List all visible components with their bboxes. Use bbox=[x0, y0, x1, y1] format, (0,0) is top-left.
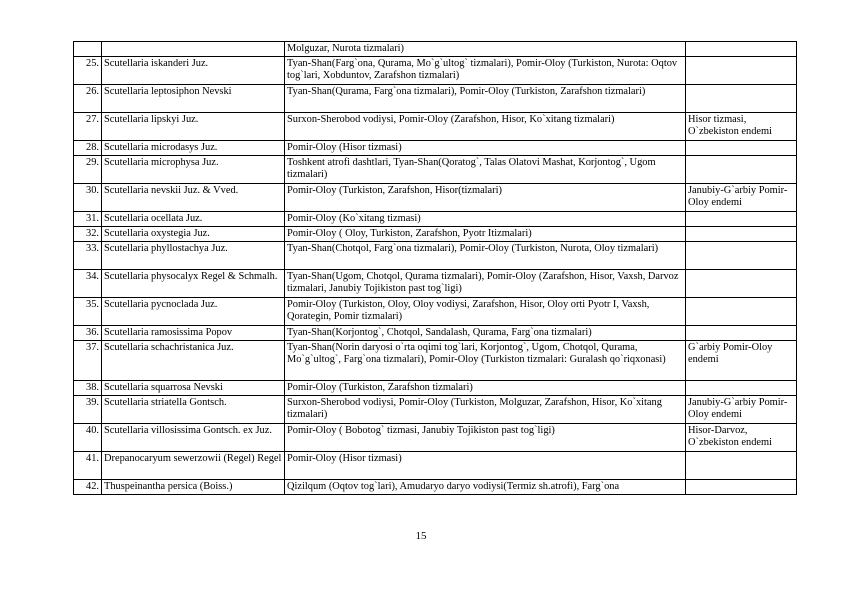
table-row bbox=[74, 341, 797, 381]
distribution-cell: Tyan-Shan(Farg`ona, Qurama, Mo`g`ultog` tizmalari), Pomir-Oloy (Turkiston, Nurota: Oqtov tog`lari, Xobduntov, Zarafshon tizmalari) bbox=[285, 57, 686, 85]
page-number: 15 bbox=[415, 530, 427, 542]
distribution-cell: Tyan-Shan(Chotqol, Farg`ona tizmalari), Pomir-Oloy (Turkiston, Nurota, Oloy tizmalari) bbox=[285, 242, 686, 270]
row-number-cell: 42. bbox=[74, 480, 102, 495]
distribution-cell: Tyan-Shan(Qurama, Farg`ona tizmalari), Pomir-Oloy (Turkiston, Zarafshon tizmalari) bbox=[285, 85, 686, 113]
row-number-cell: 39. bbox=[74, 396, 102, 424]
row-number-cell: 34. bbox=[74, 270, 102, 298]
distribution-cell: Surxon-Sherobod vodiysi, Pomir-Oloy (Turkiston, Molguzar, Zarafshon, Hisor, Ko`xitang tizmalari) bbox=[285, 396, 686, 424]
table-row bbox=[74, 113, 797, 141]
species-name-cell: Scutellaria nevskii Juz. & Vved. bbox=[102, 184, 285, 212]
distribution-cell: Pomir-Oloy (Hisor tizmasi) bbox=[285, 452, 686, 480]
row-number-cell: 41. bbox=[74, 452, 102, 480]
distribution-cell: Tyan-Shan(Norin daryosi o`rta oqimi tog`lari, Korjontog`, Ugom, Chotqol, Qurama, Mo`g`ultog`, Farg`ona tizmalari), Pomir-Oloy (Turkiston tizmalari: Guralash qo`riqxonasi) bbox=[285, 341, 686, 381]
distribution-cell: Pomir-Oloy (Turkiston, Oloy, Oloy vodiysi, Zarafshon, Hisor, Oloy orti Pyotr I, Vaxsh, Qorategin, Pomir tizmalari) bbox=[285, 298, 686, 326]
table-row bbox=[74, 42, 797, 57]
species-name-cell: Scutellaria lipskyi Juz. bbox=[102, 113, 285, 141]
endemic-note-cell bbox=[686, 298, 797, 326]
distribution-cell: Tyan-Shan(Korjontog`, Chotqol, Sandalash, Qurama, Farg`ona tizmalari) bbox=[285, 326, 686, 341]
species-name-cell: Scutellaria squarrosa Nevski bbox=[102, 381, 285, 396]
row-number-cell: 37. bbox=[74, 341, 102, 381]
species-name-cell: Scutellaria microphysa Juz. bbox=[102, 156, 285, 184]
endemic-note-cell bbox=[686, 326, 797, 341]
row-number-cell: 38. bbox=[74, 381, 102, 396]
species-name-cell: Thuspeinantha persica (Boiss.) bbox=[102, 480, 285, 495]
endemic-note-cell bbox=[686, 480, 797, 495]
table-row bbox=[74, 381, 797, 396]
endemic-note-cell bbox=[686, 452, 797, 480]
row-number-cell: 40. bbox=[74, 424, 102, 452]
table-row bbox=[74, 156, 797, 184]
row-number-cell: 30. bbox=[74, 184, 102, 212]
species-name-cell: Scutellaria striatella Gontsch. bbox=[102, 396, 285, 424]
species-name-cell: Scutellaria microdasys Juz. bbox=[102, 141, 285, 156]
distribution-cell: Pomir-Oloy (Turkiston, Zarafshon, Hisor(tizmalari) bbox=[285, 184, 686, 212]
row-number-cell: 33. bbox=[74, 242, 102, 270]
endemic-note-cell bbox=[686, 85, 797, 113]
table-row bbox=[74, 424, 797, 452]
table-row bbox=[74, 396, 797, 424]
endemic-note-cell: Hisor-Darvoz, O`zbekiston endemi bbox=[686, 424, 797, 452]
row-number-cell: 25. bbox=[74, 57, 102, 85]
species-distribution-table bbox=[73, 41, 797, 495]
table-row bbox=[74, 184, 797, 212]
distribution-cell: Surxon-Sherobod vodiysi, Pomir-Oloy (Zarafshon, Hisor, Ko`xitang tizmalari) bbox=[285, 113, 686, 141]
species-name-cell: Scutellaria oxystegia Juz. bbox=[102, 227, 285, 242]
table-row bbox=[74, 242, 797, 270]
row-number-cell bbox=[74, 42, 102, 57]
table-row bbox=[74, 85, 797, 113]
endemic-note-cell bbox=[686, 381, 797, 396]
endemic-note-cell bbox=[686, 42, 797, 57]
endemic-note-cell bbox=[686, 270, 797, 298]
distribution-cell: Pomir-Oloy ( Bobotog` tizmasi, Janubiy Tojikiston past tog`ligi) bbox=[285, 424, 686, 452]
row-number-cell: 27. bbox=[74, 113, 102, 141]
distribution-cell: Pomir-Oloy ( Oloy, Turkiston, Zarafshon, Pyotr Itizmalari) bbox=[285, 227, 686, 242]
endemic-note-cell: Hisor tizmasi, O`zbekiston endemi bbox=[686, 113, 797, 141]
species-name-cell: Scutellaria ramosissima Popov bbox=[102, 326, 285, 341]
distribution-cell: Tyan-Shan(Ugom, Chotqol, Qurama tizmalari), Pomir-Oloy (Zarafshon, Hisor, Vaxsh, Darvoz tizmalari, Janubiy Tojikiston past tog`ligi) bbox=[285, 270, 686, 298]
table-row bbox=[74, 480, 797, 495]
row-number-cell: 26. bbox=[74, 85, 102, 113]
distribution-cell: Pomir-Oloy (Hisor tizmasi) bbox=[285, 141, 686, 156]
table-row bbox=[74, 212, 797, 227]
species-name-cell: Scutellaria phyllostachya Juz. bbox=[102, 242, 285, 270]
table-row bbox=[74, 326, 797, 341]
table-row bbox=[74, 298, 797, 326]
table-row bbox=[74, 227, 797, 242]
distribution-cell: Pomir-Oloy (Turkiston, Zarafshon tizmalari) bbox=[285, 381, 686, 396]
table-row bbox=[74, 452, 797, 480]
distribution-cell: Qizilqum (Oqtov tog`lari), Amudaryo daryo vodiysi(Termiz sh.atrofi), Farg`ona bbox=[285, 480, 686, 495]
row-number-cell: 31. bbox=[74, 212, 102, 227]
table-row bbox=[74, 57, 797, 85]
row-number-cell: 35. bbox=[74, 298, 102, 326]
endemic-note-cell bbox=[686, 242, 797, 270]
species-name-cell: Drepanocaryum sewerzowii (Regel) Regel bbox=[102, 452, 285, 480]
endemic-note-cell: Janubiy-G`arbiy Pomir-Oloy endemi bbox=[686, 396, 797, 424]
row-number-cell: 32. bbox=[74, 227, 102, 242]
endemic-note-cell bbox=[686, 212, 797, 227]
table-body bbox=[74, 42, 797, 495]
species-name-cell: Scutellaria schachristanica Juz. bbox=[102, 341, 285, 381]
distribution-cell: Toshkent atrofi dashtlari, Tyan-Shan(Qoratog`, Talas Olatovi Mashat, Korjontog`, Ugom tizmalari) bbox=[285, 156, 686, 184]
row-number-cell: 36. bbox=[74, 326, 102, 341]
endemic-note-cell: Janubiy-G`arbiy Pomir-Oloy endemi bbox=[686, 184, 797, 212]
species-name-cell: Scutellaria villosissima Gontsch. ex Juz. bbox=[102, 424, 285, 452]
row-number-cell: 28. bbox=[74, 141, 102, 156]
species-name-cell: Scutellaria pycnoclada Juz. bbox=[102, 298, 285, 326]
endemic-note-cell bbox=[686, 156, 797, 184]
species-name-cell: Scutellaria physocalyx Regel & Schmalh. bbox=[102, 270, 285, 298]
species-name-cell: Scutellaria ocellata Juz. bbox=[102, 212, 285, 227]
endemic-note-cell bbox=[686, 227, 797, 242]
endemic-note-cell bbox=[686, 141, 797, 156]
row-number-cell: 29. bbox=[74, 156, 102, 184]
species-name-cell bbox=[102, 42, 285, 57]
endemic-note-cell: G`arbiy Pomir-Oloy endemi bbox=[686, 341, 797, 381]
table-row bbox=[74, 270, 797, 298]
species-name-cell: Scutellaria iskanderi Juz. bbox=[102, 57, 285, 85]
species-name-cell: Scutellaria leptosiphon Nevski bbox=[102, 85, 285, 113]
endemic-note-cell bbox=[686, 57, 797, 85]
table-row bbox=[74, 141, 797, 156]
distribution-cell: Pomir-Oloy (Ko`xitang tizmasi) bbox=[285, 212, 686, 227]
distribution-cell: Molguzar, Nurota tizmalari) bbox=[285, 42, 686, 57]
